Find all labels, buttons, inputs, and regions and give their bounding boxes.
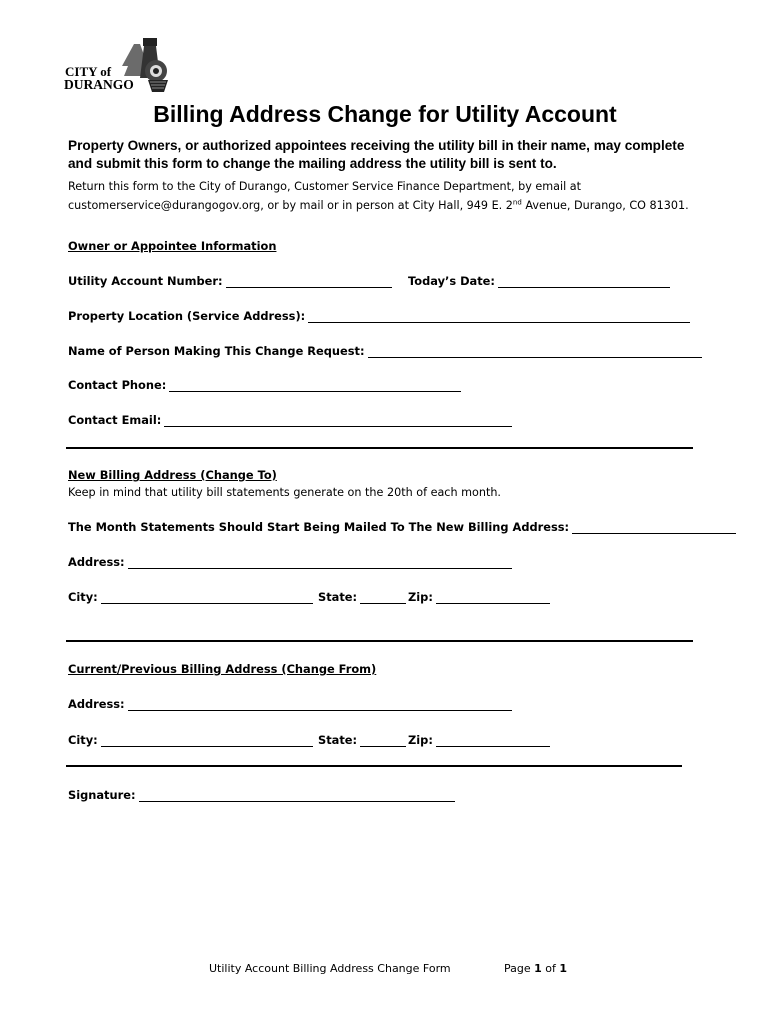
footer-page-total: 1	[559, 962, 568, 975]
new-address-label: Address:	[68, 555, 125, 569]
person-name-line[interactable]	[368, 345, 702, 358]
property-location-line[interactable]	[308, 310, 690, 323]
contact-email-line[interactable]	[164, 414, 512, 427]
account-number-line[interactable]	[226, 275, 392, 288]
previous-address-field[interactable]	[68, 697, 512, 711]
new-zip-label: Zip:	[408, 590, 433, 604]
previous-zip-line[interactable]	[436, 734, 550, 747]
footer-form-name: Utility Account Billing Address Change Form	[209, 962, 451, 975]
start-month-field[interactable]	[68, 520, 736, 534]
contact-email-field[interactable]	[68, 413, 512, 427]
todays-date-line[interactable]	[498, 275, 670, 288]
footer-page-number	[504, 962, 567, 975]
footer-page-word: Page	[504, 962, 531, 975]
page-title: Billing Address Change for Utility Account	[153, 101, 617, 127]
person-name-field[interactable]	[68, 344, 702, 358]
section-divider-1	[66, 447, 693, 449]
previous-city-label: City:	[68, 733, 98, 747]
account-number-field[interactable]	[68, 274, 392, 288]
new-address-line[interactable]	[128, 556, 512, 569]
previous-state-field[interactable]	[318, 733, 406, 747]
signature-field[interactable]	[68, 788, 455, 802]
contact-phone-line[interactable]	[169, 379, 461, 392]
return-text-part1: Return this form to the City of Durango, Customer Service Finance Department, by email at customerservice@durangogov.org, or by mail or in person at City Hall, 949 E. 2	[68, 180, 582, 212]
account-number-label: Utility Account Number:	[68, 274, 223, 288]
return-superscript: nd	[512, 198, 522, 207]
previous-state-line[interactable]	[360, 734, 406, 747]
new-state-field[interactable]	[318, 590, 406, 604]
todays-date-label: Today’s Date:	[408, 274, 495, 288]
contact-email-label: Contact Email:	[68, 413, 162, 427]
previous-state-label: State:	[318, 733, 358, 747]
intro-bold-text: Property Owners, or authorized appointees receiving the utility bill in their name, may complete and submit this form to change the mailing address the utility bill is sent to.	[68, 138, 685, 171]
previous-city-line[interactable]	[101, 734, 313, 747]
new-city-field[interactable]	[68, 590, 313, 604]
person-name-label: Name of Person Making This Change Request:	[68, 344, 365, 358]
new-state-line[interactable]	[360, 591, 406, 604]
new-city-line[interactable]	[101, 591, 313, 604]
previous-address-heading: Current/Previous Billing Address (Change From)	[68, 662, 377, 676]
section-divider-3	[66, 765, 682, 767]
logo-line1: CITY of	[65, 64, 112, 79]
previous-zip-field[interactable]	[408, 733, 550, 747]
signature-label: Signature:	[68, 788, 136, 802]
previous-zip-label: Zip:	[408, 733, 433, 747]
previous-address-line[interactable]	[128, 698, 512, 711]
new-state-label: State:	[318, 590, 358, 604]
previous-city-field[interactable]	[68, 733, 313, 747]
logo-line2: DURANGO	[64, 77, 134, 92]
new-zip-line[interactable]	[436, 591, 550, 604]
new-address-heading: New Billing Address (Change To)	[68, 468, 277, 482]
new-address-field[interactable]	[68, 555, 512, 569]
start-month-line[interactable]	[572, 521, 736, 534]
contact-phone-field[interactable]	[68, 378, 461, 392]
return-instructions	[68, 177, 708, 215]
new-city-label: City:	[68, 590, 98, 604]
signature-line[interactable]	[139, 789, 455, 802]
property-location-field[interactable]	[68, 309, 690, 323]
new-zip-field[interactable]	[408, 590, 550, 604]
locomotive-icon	[64, 36, 170, 96]
owner-section-heading: Owner or Appointee Information	[68, 239, 277, 253]
footer-page-current: 1	[534, 962, 542, 975]
todays-date-field[interactable]	[408, 274, 670, 288]
contact-phone-label: Contact Phone:	[68, 378, 167, 392]
property-location-label: Property Location (Service Address):	[68, 309, 306, 323]
section-divider-2	[66, 640, 693, 642]
statement-note: Keep in mind that utility bill statements generate on the 20th of each month.	[68, 486, 501, 499]
previous-address-label: Address:	[68, 697, 125, 711]
city-logo	[64, 36, 170, 96]
start-month-label: The Month Statements Should Start Being Mailed To The New Billing Address:	[68, 520, 570, 534]
return-text-part2: Avenue, Durango, CO 81301.	[521, 199, 689, 212]
footer-page-of: of	[545, 962, 556, 975]
